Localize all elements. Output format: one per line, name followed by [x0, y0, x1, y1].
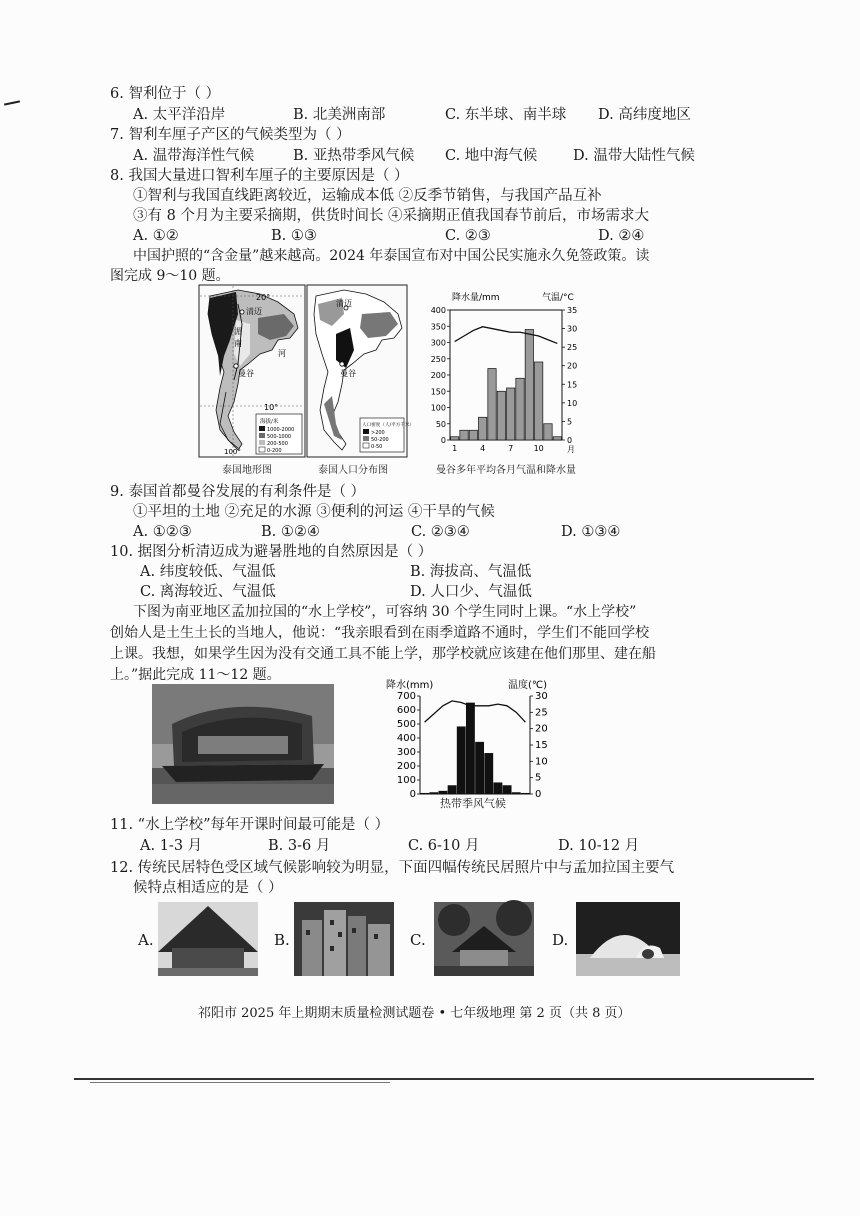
terrain-legend-3: 200-500 [267, 441, 288, 447]
y2-tick-label: 25 [535, 707, 548, 719]
precip-bar [476, 742, 484, 794]
x-tick-label: 7 [508, 444, 514, 453]
bangkok-chart-title: 曼谷多年平均各月气温和降水量 [436, 465, 576, 476]
y-tick-label: 300 [396, 747, 416, 758]
q9-option-d[interactable]: D. ①③④ [561, 524, 621, 540]
terrain-map-caption: 泰国地形图 [222, 465, 272, 476]
house-photo-b[interactable] [294, 902, 394, 976]
q6-option-c[interactable]: C. 东半球、南半球 [445, 107, 567, 123]
label-river3: 河 [278, 349, 286, 358]
precip-bar [421, 793, 429, 794]
q8-option-a[interactable]: A. ①② [133, 228, 179, 244]
q7-option-d[interactable]: D. 温带大陆性气候 [573, 148, 695, 164]
house-photo-c[interactable] [434, 902, 534, 976]
y2-tick-label: 5 [567, 417, 573, 427]
y2-tick-label: 10 [567, 398, 578, 408]
label-river2: 南 [234, 339, 242, 348]
y-tick-label: 600 [396, 705, 416, 716]
precip-bar [430, 793, 438, 794]
y2-tick-label: 15 [535, 740, 548, 751]
y2-tick-label: 20 [535, 723, 548, 735]
monsoon-y2label: 温度(℃) [508, 680, 548, 691]
house-photo-a[interactable] [158, 902, 258, 976]
q12-stem-1: 12. 传统民居特色受区域气候影响较为明显，下面四幅传统民居照片中与孟加拉国主要气 [110, 860, 675, 876]
q10-options-row1 [140, 562, 740, 582]
intro-11-12-line3: 上课。我想，如果学生因为没有交通工具不能上学，那学校就应该建在他们那里、建在船 [110, 646, 656, 662]
q6-stem: 6. 智利位于（ ） [110, 86, 221, 102]
monsoon-chart-title: 热带季风气候 [440, 797, 506, 810]
population-legend-2: 50-200 [371, 437, 389, 443]
intro-9-10-line1: 中国护照的“含金量”越来越高。2024 年泰国宣布对中国公民实施永久免签政策。读 [133, 248, 650, 264]
q11-option-a[interactable]: A. 1-3 月 [140, 838, 203, 854]
y-tick-label: 150 [430, 387, 446, 397]
precip-bar [457, 727, 465, 794]
q8-option-b[interactable]: B. ①③ [271, 228, 317, 244]
precip-bar [451, 437, 459, 440]
q10-options-row2 [140, 582, 740, 602]
precip-bar [497, 391, 505, 440]
q10-option-d[interactable]: D. 人口少、气温低 [410, 584, 532, 600]
label-lat20: 20° [256, 293, 271, 302]
q7-option-a[interactable]: A. 温带海洋性气候 [133, 148, 255, 164]
monsoon-ylabel: 降水(mm) [386, 680, 434, 691]
precip-bar [503, 786, 511, 794]
population-legend-1: >200 [371, 430, 385, 436]
q11-option-d[interactable]: D. 10-12 月 [558, 838, 640, 854]
y-tick-label: 50 [435, 419, 446, 429]
page-footer: 祁阳市 2025 年上期期末质量检测试题卷 • 七年级地理 第 2 页（共 8 页） [198, 1006, 631, 1021]
y2-tick-label: 15 [567, 380, 578, 390]
terrain-legend-1: 1000-2000 [267, 427, 295, 433]
precip-bar [479, 417, 487, 440]
temperature-line [455, 327, 558, 344]
temperature-line [425, 701, 526, 722]
scan-edge-line-2 [90, 1082, 390, 1083]
house-photo-d[interactable] [576, 902, 680, 976]
x-tick-label: 1 [452, 444, 458, 453]
precip-bar [516, 378, 524, 440]
y-tick-label: 250 [430, 354, 446, 364]
q9-option-c[interactable]: C. ②③④ [411, 524, 470, 540]
y-tick-label: 200 [430, 371, 446, 380]
precip-bar [466, 703, 474, 794]
population-map-caption: 泰国人口分布图 [318, 465, 388, 476]
precip-bar [507, 388, 515, 440]
label-river1: 湄 [234, 327, 242, 336]
precip-bar [535, 362, 543, 440]
q9-option-b[interactable]: B. ①②④ [261, 524, 320, 540]
x-tick-label: 10 [533, 444, 544, 453]
label-chiangmai-pop: 清迈 [336, 299, 352, 308]
q6-options [133, 105, 733, 125]
label-bangkok: 曼谷 [238, 369, 254, 378]
q12-stem-2: 候特点相适应的是（ ） [133, 880, 283, 896]
y-tick-label: 350 [430, 322, 446, 332]
q12-option-a[interactable]: A. [138, 931, 154, 949]
bangkok-ylabel: 降水量/mm [452, 293, 500, 303]
q11-options [140, 836, 740, 856]
q9-option-a[interactable]: A. ①②③ [133, 524, 192, 540]
precip-bar [485, 753, 493, 794]
q8-options [133, 226, 733, 246]
precip-bar [448, 786, 456, 794]
label-chiangmai: 清迈 [246, 307, 262, 316]
q10-option-a[interactable]: A. 纬度较低、气温低 [140, 564, 276, 580]
precip-bar [525, 330, 533, 441]
q8-stem: 8. 我国大量进口智利车厘子的主要原因是（ ） [110, 168, 409, 184]
terrain-legend-4: 0-200 [267, 448, 282, 454]
y-tick-label: 100 [430, 403, 446, 413]
q11-option-b[interactable]: B. 3-6 月 [268, 838, 331, 854]
q8-option-c[interactable]: C. ②③ [445, 228, 491, 244]
terrain-legend-title: 海拔/米 [260, 419, 279, 425]
precip-bar [521, 793, 529, 794]
y-tick-label: 100 [396, 775, 416, 786]
scan-mark-left [4, 100, 20, 105]
q10-option-b[interactable]: B. 海拔高、气温低 [410, 564, 532, 580]
label-lat10: 10° [264, 403, 279, 412]
y-tick-label: 500 [396, 719, 416, 730]
y2-tick-label: 30 [535, 691, 548, 702]
q7-options [133, 146, 733, 166]
y-tick-label: 0 [440, 436, 446, 445]
intro-11-12-line1: 下图为南亚地区孟加拉国的“水上学校”，可容纳 30 个学生同时上课。“水上学校” [133, 604, 637, 620]
bangkok-xlabel: 月 [567, 445, 575, 454]
intro-9-10-line2: 图完成 9～10 题。 [110, 268, 230, 284]
bangkok-y2label: 气温/°C [542, 293, 574, 303]
y2-tick-label: 35 [567, 306, 578, 315]
q12-option-b[interactable]: B. [274, 931, 290, 949]
q12-option-c[interactable]: C. [410, 931, 426, 949]
q9-statements: ①平坦的土地 ②充足的水源 ③便利的河运 ④干旱的气候 [133, 504, 495, 520]
scan-edge-line [74, 1078, 814, 1080]
population-legend-3: 0-50 [371, 444, 383, 450]
terrain-legend-2: 500-1000 [267, 434, 292, 440]
q6-option-b[interactable]: B. 北美洲南部 [293, 107, 386, 123]
y2-tick-label: 10 [535, 756, 548, 768]
precip-bar [553, 437, 561, 440]
y-tick-label: 200 [396, 761, 416, 772]
thailand-population-map [306, 284, 415, 458]
bangkok-climate-chart [424, 288, 594, 460]
intro-11-12-line4: 上。”据此完成 11～12 题。 [110, 667, 281, 683]
q10-option-c[interactable]: C. 离海较近、气温低 [140, 584, 276, 600]
y2-tick-label: 5 [535, 772, 542, 784]
q11-stem: 11. “水上学校”每年开课时间最可能是（ ） [110, 817, 390, 833]
tropical-monsoon-chart [378, 676, 566, 806]
label-bangkok-pop: 曼谷 [340, 369, 356, 378]
y2-tick-label: 30 [567, 324, 578, 334]
precip-bar [544, 424, 552, 440]
y2-tick-label: 25 [567, 343, 578, 353]
q12-option-d[interactable]: D. [552, 931, 569, 949]
precip-bar [488, 369, 496, 441]
q7-option-c[interactable]: C. 地中海气候 [445, 148, 538, 164]
q6-option-a[interactable]: A. 太平洋沿岸 [133, 107, 226, 123]
y2-tick-label: 20 [567, 361, 578, 371]
precip-bar [469, 430, 477, 440]
q8-option-d[interactable]: D. ②④ [598, 228, 645, 244]
x-tick-label: 4 [480, 444, 486, 453]
precip-bar [494, 783, 502, 794]
precip-bar [460, 430, 468, 440]
q8-statements-2: ③有 8 个月为主要采摘期，供货时间长 ④采摘期正值我国春节前后，市场需求大 [133, 208, 650, 224]
q6-option-d[interactable]: D. 高纬度地区 [598, 107, 691, 123]
intro-11-12-line2: 创始人是土生土长的当地人，他说：“我亲眼看到在雨季道路不通时，学生们不能回学校 [110, 625, 650, 641]
thailand-terrain-map [198, 284, 306, 458]
y-tick-label: 400 [396, 733, 416, 744]
y-tick-label: 400 [430, 306, 446, 315]
y2-tick-label: 0 [535, 789, 542, 800]
y-tick-label: 0 [409, 789, 416, 800]
q11-option-c[interactable]: C. 6-10 月 [408, 838, 480, 854]
q8-statements-1: ①智利与我国直线距离较近，运输成本低 ②反季节销售，与我国产品互补 [133, 188, 602, 204]
q7-option-b[interactable]: B. 亚热带季风气候 [293, 148, 415, 164]
q10-stem: 10. 据图分析清迈成为避暑胜地的自然原因是（ ） [110, 544, 433, 560]
label-lon100: 100° [224, 448, 241, 456]
y-tick-label: 700 [396, 691, 416, 702]
q7-stem: 7. 智利车厘子产区的气候类型为（ ） [110, 127, 351, 143]
y-tick-label: 300 [430, 338, 446, 348]
q9-stem: 9. 泰国首都曼谷发展的有利条件是（ ） [110, 484, 366, 500]
floating-school-photo [152, 684, 334, 804]
q9-options [133, 522, 733, 542]
y2-tick-label: 0 [567, 436, 573, 445]
population-legend-title: 人口密度（人/平方千米） [362, 423, 415, 428]
precip-bar [512, 793, 520, 794]
